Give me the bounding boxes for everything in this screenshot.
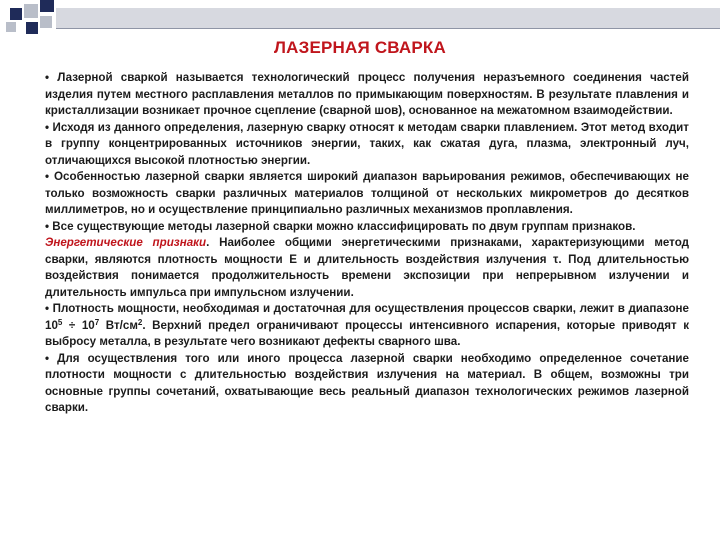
deco-square-gray [6, 22, 16, 32]
paragraph-text: Особенностью лазерной сварки является широкий диапазон варьирования режимов, обеспечивающих не только возможность сварки различных материалов толщиной от нескольких микрометров до десятков миллиметров, но и осуществление принципиально различных механизмов проплавления. [45, 170, 689, 216]
deco-square-gray [24, 4, 38, 18]
slide-title: ЛАЗЕРНАЯ СВАРКА [273, 38, 446, 57]
paragraph-text: Для осуществления того или иного процесса лазерной сварки необходимо определенное сочетание плотности мощности с длительностью воздействия излучения на материал. В общем, возможны три основные группы сочетаний, охватывающие весь реальный диапазон технологических режимов лазерной сварки. [45, 351, 689, 414]
bullet: • [45, 170, 50, 183]
paragraph [45, 219, 689, 236]
paragraph-text: . Наиболее общими энергетическими признаками, характеризующими метод сварки, являются плотность мощности E и длительность воздействия излучения τ. Под длительностью воздействия понимается продолжительность времени экспозиции при непрерывном излучении и длительность импульса при импульсном излучении. [45, 236, 689, 299]
slide-body [45, 70, 689, 417]
paragraph-text: Исходя из данного определения, лазерную сварку относят к методам сварки плавлением. Этот метод входит в группу концентрированных источников энергии, таких, как сжатая дуга, плазма, электронный луч, отличающихся высокой плотностью энергии. [45, 120, 689, 167]
deco-square-gray [40, 16, 52, 28]
paragraph-text: Плотность мощности, необходимая и достаточная для осуществления процессов сварки, лежит в диапазоне 10 [45, 302, 689, 332]
exponent: 7 [94, 317, 100, 327]
paragraph-text: ÷ 10 [62, 318, 95, 332]
paragraph-text: . Верхний предел ограничивают процессы интенсивного испарения, которые приводят к выбросу металла, в результате чего возникают дефекты сварного шва. [45, 318, 690, 348]
header-decoration [0, 0, 720, 40]
bullet: • [45, 219, 50, 233]
header-rule [56, 28, 720, 29]
deco-square-navy [26, 22, 38, 34]
bullet: • [45, 120, 50, 134]
paragraph-energy-features [45, 235, 689, 301]
deco-square-navy [10, 8, 22, 20]
bullet: • [45, 302, 50, 315]
paragraph [45, 169, 689, 219]
unit-text: Вт/см [99, 318, 138, 332]
exponent: 2 [137, 317, 143, 327]
bullet: • [45, 71, 50, 84]
paragraph-text: Лазерной сваркой называется технологический процесс получения неразъемного соединения частей изделия путем местного расплавления металлов по примыкающим поверхностям. В результате плавления и кристаллизации возникает прочное сцепление (сварной шов), основанное на межатомном взаимодействии. [45, 71, 689, 117]
paragraph-text: Все существующие методы лазерной сварки можно классифицировать по двум группам признаков. [52, 219, 636, 233]
exponent: 5 [57, 317, 63, 327]
paragraph [45, 120, 689, 170]
paragraph [45, 351, 689, 417]
deco-square-navy [40, 0, 54, 12]
header-bar [56, 8, 720, 28]
highlighted-term: Энергетические признаки [45, 236, 207, 249]
paragraph-power-density [45, 301, 689, 351]
paragraph [45, 70, 689, 120]
bullet: • [45, 351, 50, 365]
